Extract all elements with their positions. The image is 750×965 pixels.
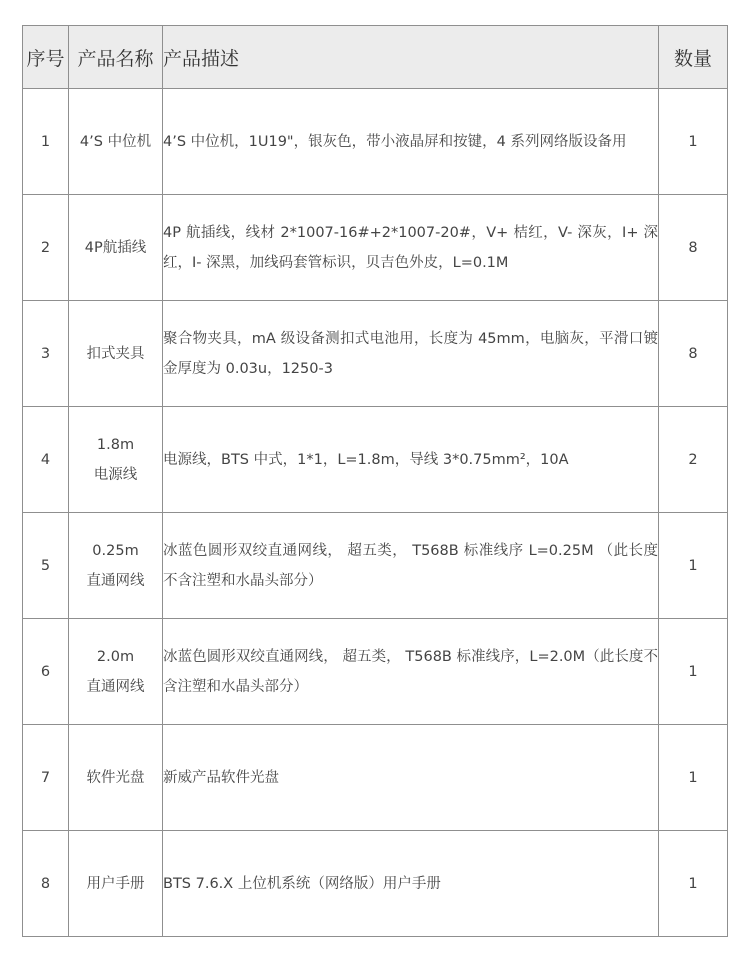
quantity: 2 xyxy=(659,407,728,513)
row-number: 2 xyxy=(23,195,69,301)
product-name xyxy=(69,195,163,301)
product-description: 4P 航插线，线材 2*1007-16#+2*1007-20#，V+ 桔红，V- 深灰，I+ 深红，I- 深黑，加线码套管标识，贝吉色外皮，L=0.1M xyxy=(163,195,659,301)
product-name xyxy=(69,407,163,513)
table-row xyxy=(23,195,728,301)
product-description: 电源线，BTS 中式，1*1，L=1.8m，导线 3*0.75mm²，10A xyxy=(163,407,659,513)
quantity: 1 xyxy=(659,89,728,195)
product-name xyxy=(69,301,163,407)
product-description: 4’S 中位机，1U19"，银灰色，带小液晶屏和按键，4 系列网络版设备用 xyxy=(163,89,659,195)
product-name-line: 直通网线 xyxy=(86,572,145,589)
product-name xyxy=(69,513,163,619)
header-product-description: 产品描述 xyxy=(163,26,659,89)
product-name-line: 直通网线 xyxy=(86,678,145,695)
table-row xyxy=(23,407,728,513)
product-name-line: 扣式夹具 xyxy=(86,345,145,362)
table-header-row xyxy=(23,26,728,89)
row-number: 7 xyxy=(23,725,69,831)
table-row xyxy=(23,831,728,937)
product-name-line: 电源线 xyxy=(93,466,138,483)
quantity: 8 xyxy=(659,195,728,301)
row-number: 1 xyxy=(23,89,69,195)
row-number: 5 xyxy=(23,513,69,619)
product-list-table xyxy=(22,25,728,937)
product-name xyxy=(69,831,163,937)
row-number: 3 xyxy=(23,301,69,407)
product-name-line: 软件光盘 xyxy=(86,769,145,786)
header-serial-number: 序号 xyxy=(23,26,69,89)
product-description: 冰蓝色圆形双绞直通网线， 超五类， T568B 标准线序 L=0.25M （此长度不含注塑和水晶头部分） xyxy=(163,513,659,619)
table-row xyxy=(23,619,728,725)
product-name xyxy=(69,89,163,195)
table-row xyxy=(23,513,728,619)
quantity: 8 xyxy=(659,301,728,407)
quantity: 1 xyxy=(659,619,728,725)
product-name-line: 0.25m xyxy=(92,542,139,559)
product-name xyxy=(69,725,163,831)
product-name-line: 4’S 中位机 xyxy=(79,133,152,150)
product-name-line: 2.0m xyxy=(96,648,135,665)
product-name xyxy=(69,619,163,725)
table-row xyxy=(23,301,728,407)
header-product-name: 产品名称 xyxy=(69,26,163,89)
quantity: 1 xyxy=(659,513,728,619)
table-row xyxy=(23,89,728,195)
product-name-line: 1.8m xyxy=(96,436,135,453)
product-description: 新威产品软件光盘 xyxy=(163,725,659,831)
quantity: 1 xyxy=(659,725,728,831)
product-name-line: 4P航插线 xyxy=(84,239,147,256)
product-description: 冰蓝色圆形双绞直通网线， 超五类， T568B 标准线序，L=2.0M（此长度不含注塑和水晶头部分） xyxy=(163,619,659,725)
quantity: 1 xyxy=(659,831,728,937)
row-number: 6 xyxy=(23,619,69,725)
header-quantity: 数量 xyxy=(659,26,728,89)
product-description: BTS 7.6.X 上位机系统（网络版）用户手册 xyxy=(163,831,659,937)
table-row xyxy=(23,725,728,831)
product-name-line: 用户手册 xyxy=(86,875,145,892)
product-description: 聚合物夹具，mA 级设备测扣式电池用，长度为 45mm，电脑灰，平滑口镀金厚度为 0.03u，1250-3 xyxy=(163,301,659,407)
row-number: 4 xyxy=(23,407,69,513)
row-number: 8 xyxy=(23,831,69,937)
